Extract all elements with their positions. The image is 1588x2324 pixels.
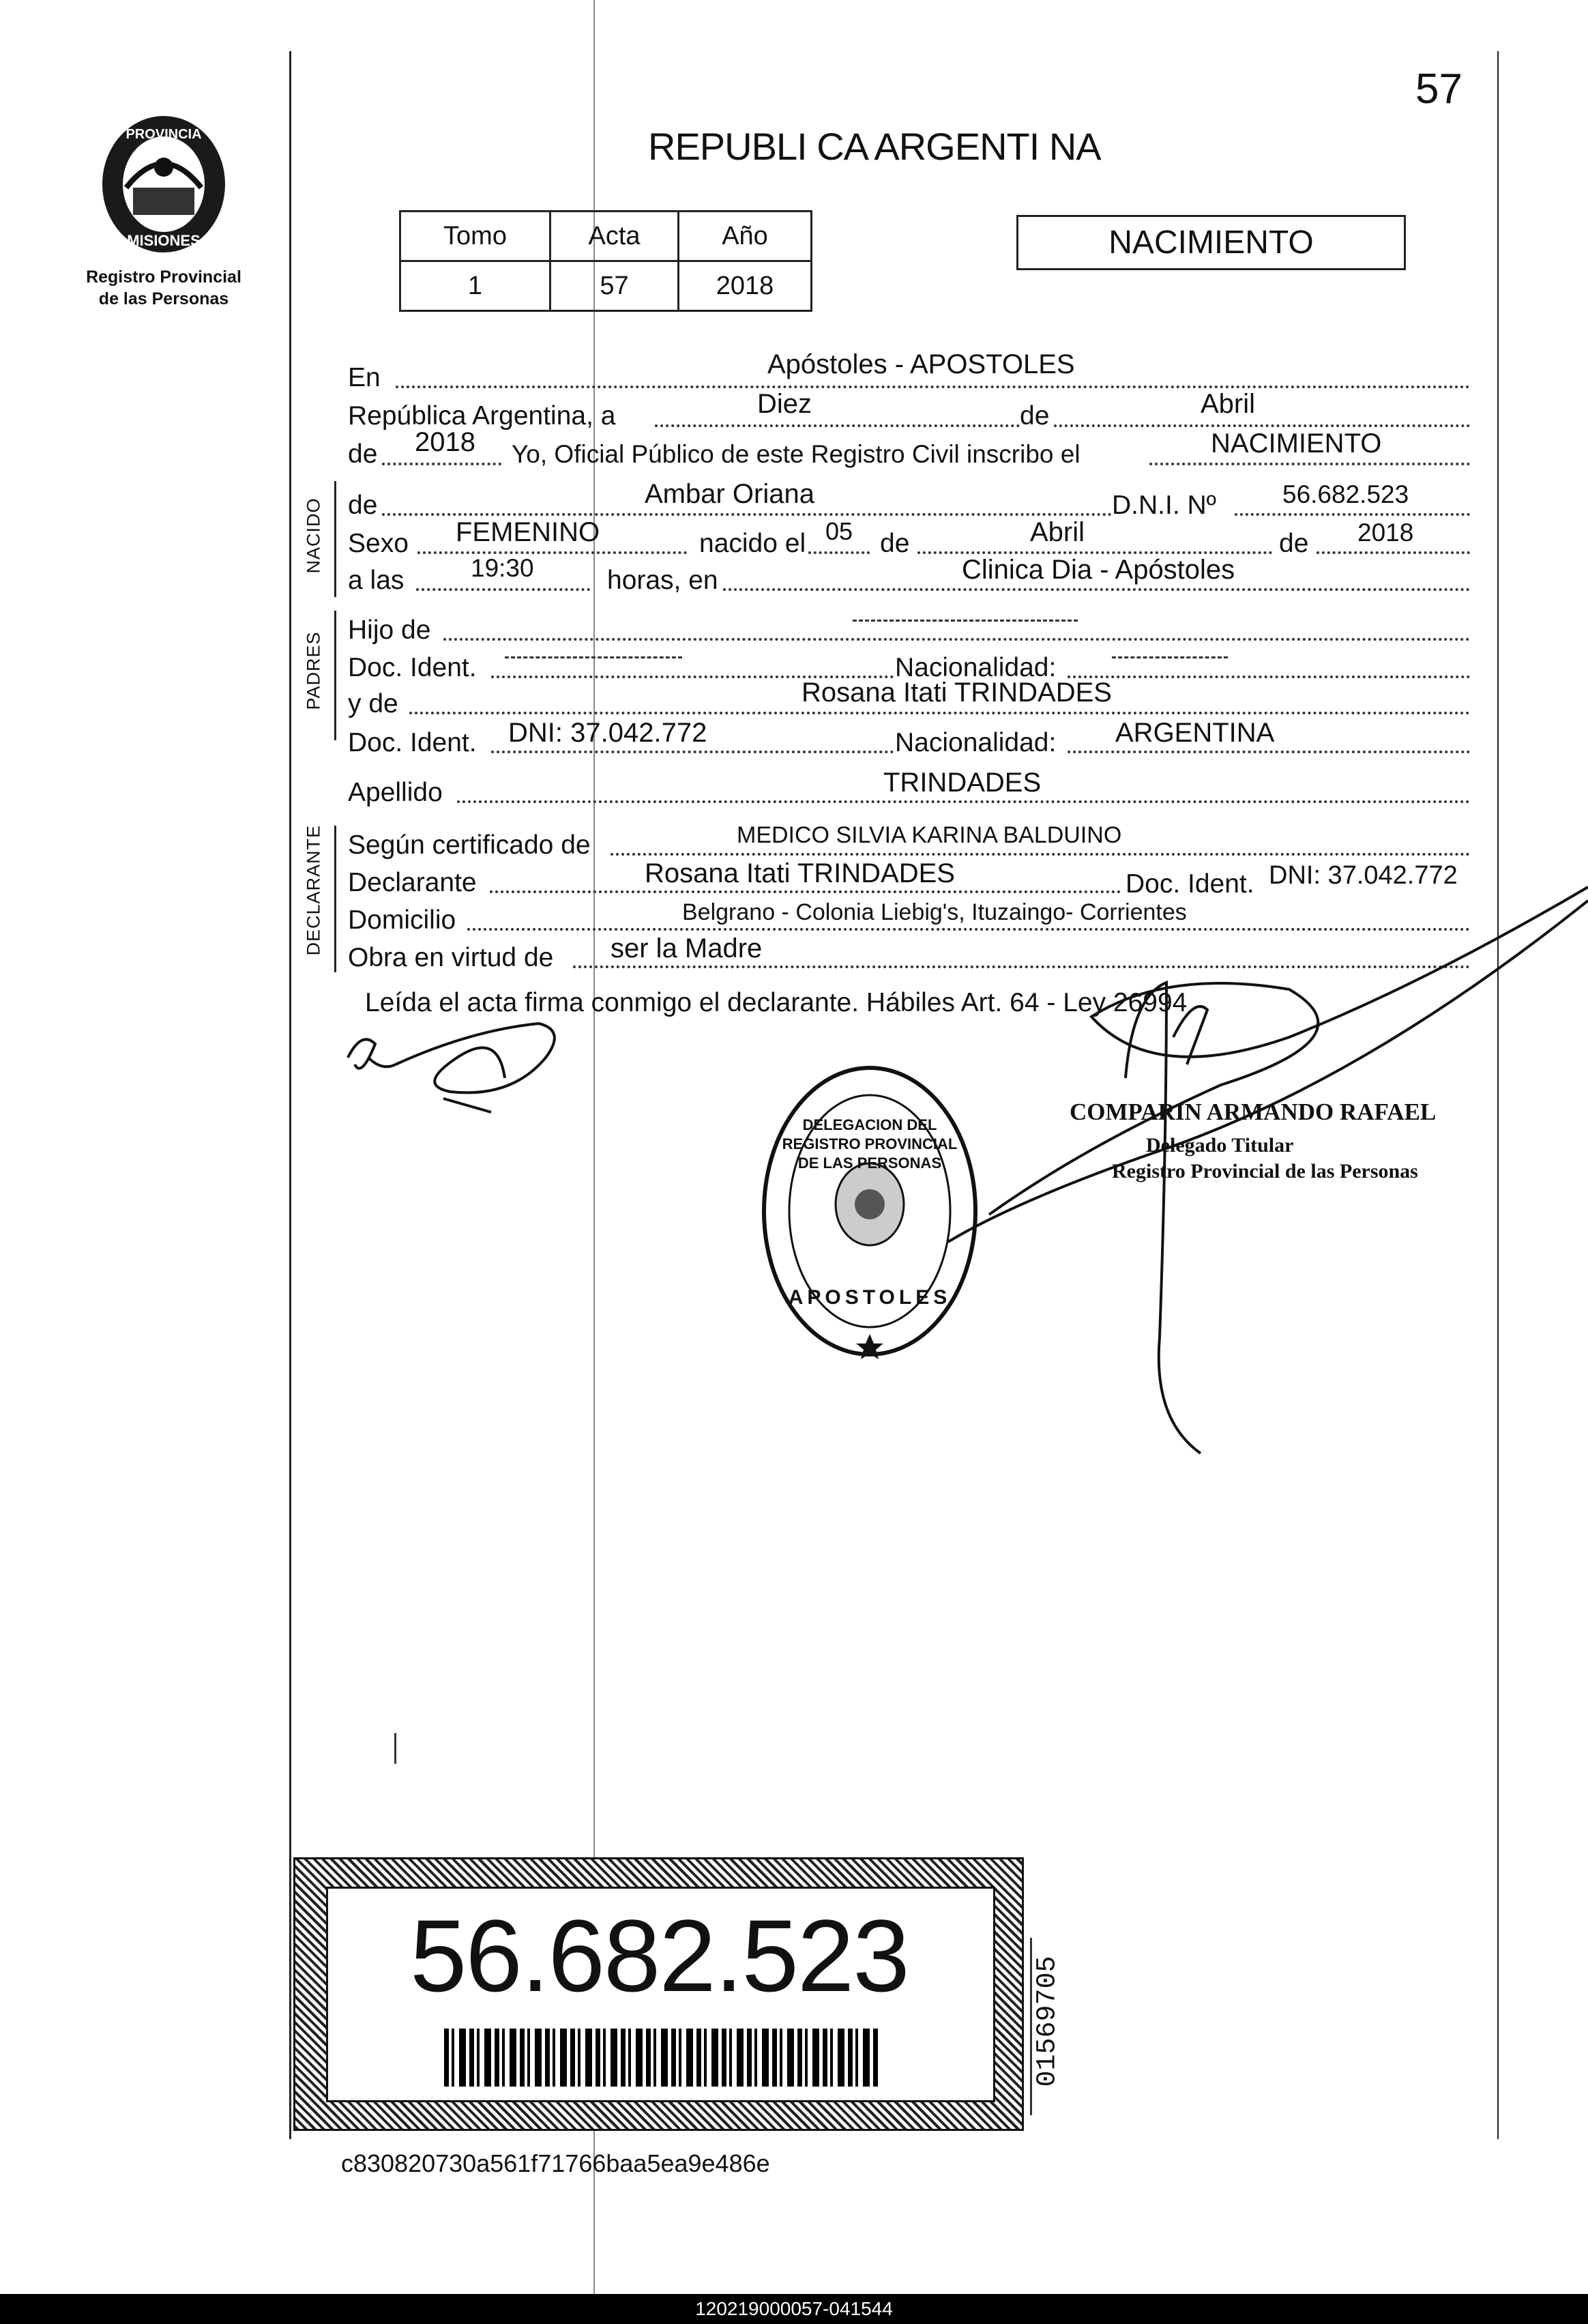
dotted-line — [409, 712, 1470, 714]
nacido-dni-label: D.N.I. Nº — [1112, 491, 1216, 520]
dotted-line — [1068, 676, 1470, 678]
barcode — [444, 2029, 881, 2087]
nacido-horas-label: horas, en — [607, 566, 718, 595]
nacido-birth-year: 2018 — [1357, 519, 1414, 547]
dotted-line — [655, 424, 1020, 427]
section-label-nacido: NACIDO — [303, 497, 324, 574]
intro-official-text: Yo, Oficial Público de este Registro Civil inscribo el — [512, 440, 1080, 468]
signature-icon — [948, 860, 1588, 1460]
blank-dash — [1112, 656, 1228, 658]
dotted-line — [443, 638, 1470, 641]
dotted-line — [1317, 551, 1470, 554]
page-number: 57 — [1415, 66, 1462, 113]
dotted-line — [808, 551, 870, 554]
small-mark — [394, 1733, 396, 1764]
nacido-sexo-label: Sexo — [348, 529, 409, 558]
padres-doc-label: Doc. Ident. — [348, 653, 477, 682]
table-value-anio: 2018 — [679, 261, 812, 311]
obra-label: Obra en virtud de — [348, 943, 554, 972]
nacido-place: Clinica Dia - Apóstoles — [962, 555, 1235, 585]
nacido-time: 19:30 — [471, 554, 534, 582]
section-label-declarante: DECLARANTE — [303, 824, 324, 956]
dotted-line — [1054, 424, 1470, 427]
nacido-de-label-3: de — [1279, 529, 1309, 558]
table-value-acta: 57 — [550, 261, 679, 311]
nacido-de-label-2: de — [880, 529, 910, 558]
signature-icon — [334, 1017, 580, 1126]
side-serial-bracket — [1030, 1938, 1032, 2115]
dotted-line — [611, 853, 1470, 856]
padres-doc-label-2: Doc. Ident. — [348, 728, 477, 757]
closing-text: Leída el acta firma conmigo el declarante. Hábiles Art. 64 - Ley 26994 — [365, 988, 1188, 1017]
section-label-padres: PADRES — [303, 631, 324, 710]
table-value-tomo: 1 — [400, 261, 550, 311]
nacido-birth-month: Abril — [1030, 517, 1085, 547]
left-margin-line — [289, 51, 291, 2139]
province-logo — [95, 113, 232, 259]
record-type: NACIMIENTO — [1108, 224, 1314, 261]
padres-mother-nationality: ARGENTINA — [1115, 718, 1275, 748]
bracket-padres — [334, 611, 336, 740]
dotted-line — [1068, 751, 1470, 753]
padres-hijo-label: Hijo de — [348, 615, 431, 645]
declarante-certificado: MEDICO SILVIA KARINA BALDUINO — [737, 822, 1122, 848]
intro-en-label: En — [348, 363, 381, 392]
svg-text:PROVINCIA: PROVINCIA — [126, 127, 202, 142]
security-panel — [293, 1857, 1024, 2131]
side-serial: 01569705 — [1032, 1956, 1063, 2087]
intro-place: Apóstoles - APOSTOLES — [767, 349, 1075, 379]
declarant-signature — [334, 1017, 580, 1126]
country-title: REPUBLI CA ARGENTI NA — [648, 125, 1101, 168]
big-number: 56.682.523 — [410, 1898, 909, 2013]
registry-name-line1: Registro Provincial — [86, 267, 241, 287]
blank-dash — [853, 620, 1078, 622]
table-header-anio: Año — [679, 212, 812, 261]
intro-inscribed: NACIMIENTO — [1211, 429, 1382, 459]
table-header-tomo: Tomo — [400, 212, 550, 261]
blank-dash — [505, 656, 682, 658]
official-title: Delegado Titular — [1146, 1134, 1294, 1157]
official-name: COMPARIN ARMANDO RAFAEL — [1070, 1099, 1437, 1125]
intro-day: Diez — [757, 389, 812, 419]
bottom-code: 120219000057-041544 — [695, 2298, 893, 2319]
bottom-bar — [0, 2294, 1588, 2324]
apellido-label: Apellido — [348, 778, 443, 807]
obra-value: ser la Madre — [611, 933, 763, 963]
dotted-line — [491, 751, 894, 753]
dotted-line — [416, 588, 590, 591]
bracket-nacido — [334, 481, 336, 597]
nacido-dni: 56.682.523 — [1282, 480, 1409, 508]
declarante-doc: DNI: 37.042.772 — [1269, 861, 1458, 890]
security-panel-inner — [326, 1887, 995, 2102]
dotted-line — [396, 386, 1470, 388]
province-seal-icon — [95, 113, 232, 259]
dotted-line — [417, 551, 687, 554]
nacido-a-las-label: a las — [348, 566, 405, 595]
padres-nacionalidad-label: Nacionalidad: — [895, 653, 1057, 682]
domicilio-value: Belgrano - Colonia Liebig's, Ituzaingo- Corrientes — [682, 899, 1187, 925]
nacido-el-label: nacido el — [699, 529, 806, 558]
nacido-sexo: FEMENINO — [456, 517, 600, 547]
stamp-center-text: APOSTOLES — [788, 1286, 952, 1309]
intro-year: 2018 — [415, 427, 475, 457]
declarante-label: Declarante — [348, 868, 477, 897]
document-hash: c830820730a561f71766baa5ea9e486e — [341, 2149, 770, 2177]
padres-mother-doc: DNI: 37.042.772 — [508, 718, 707, 748]
stamp-ring-text: DELEGACION DEL REGISTRO PROVINCIAL DE LAS PERSONAS — [782, 1116, 958, 1172]
dotted-line — [1149, 463, 1470, 465]
bracket-declarante — [334, 826, 336, 972]
padres-mother: Rosana Itati TRINDADES — [802, 678, 1112, 708]
intro-month: Abril — [1201, 389, 1256, 419]
official-signature — [948, 860, 1588, 1460]
registry-name-line2: de las Personas — [98, 289, 229, 308]
dotted-line — [1235, 513, 1470, 516]
declarante-certificado-label: Según certificado de — [348, 830, 591, 860]
svg-text:MISIONES: MISIONES — [127, 232, 201, 249]
dotted-line — [382, 463, 501, 465]
acta-table — [399, 210, 812, 312]
dotted-line — [457, 800, 1470, 803]
domicilio-label: Domicilio — [348, 905, 456, 935]
padres-nacionalidad-label-2: Nacionalidad: — [895, 728, 1057, 757]
dotted-line — [723, 588, 1470, 591]
intro-republica-label: República Argentina, a — [348, 401, 616, 431]
intro-de-label: de — [1020, 401, 1050, 431]
nacido-de-label: de — [348, 491, 378, 520]
declarante-name: Rosana Itati TRINDADES — [645, 858, 955, 888]
declarante-doc-label: Doc. Ident. — [1126, 869, 1254, 899]
intro-de-label-2: de — [348, 439, 378, 469]
padres-y-de-label: y de — [348, 689, 398, 718]
apellido-value: TRINDADES — [883, 768, 1042, 798]
nacido-name: Ambar Oriana — [645, 479, 814, 509]
record-type-box — [1016, 215, 1406, 270]
official-office: Registro Provincial de las Personas — [1112, 1160, 1418, 1182]
nacido-birth-day: 05 — [825, 517, 853, 545]
table-header-acta: Acta — [550, 212, 679, 261]
dotted-line — [382, 513, 1112, 516]
dotted-line — [917, 551, 1272, 554]
